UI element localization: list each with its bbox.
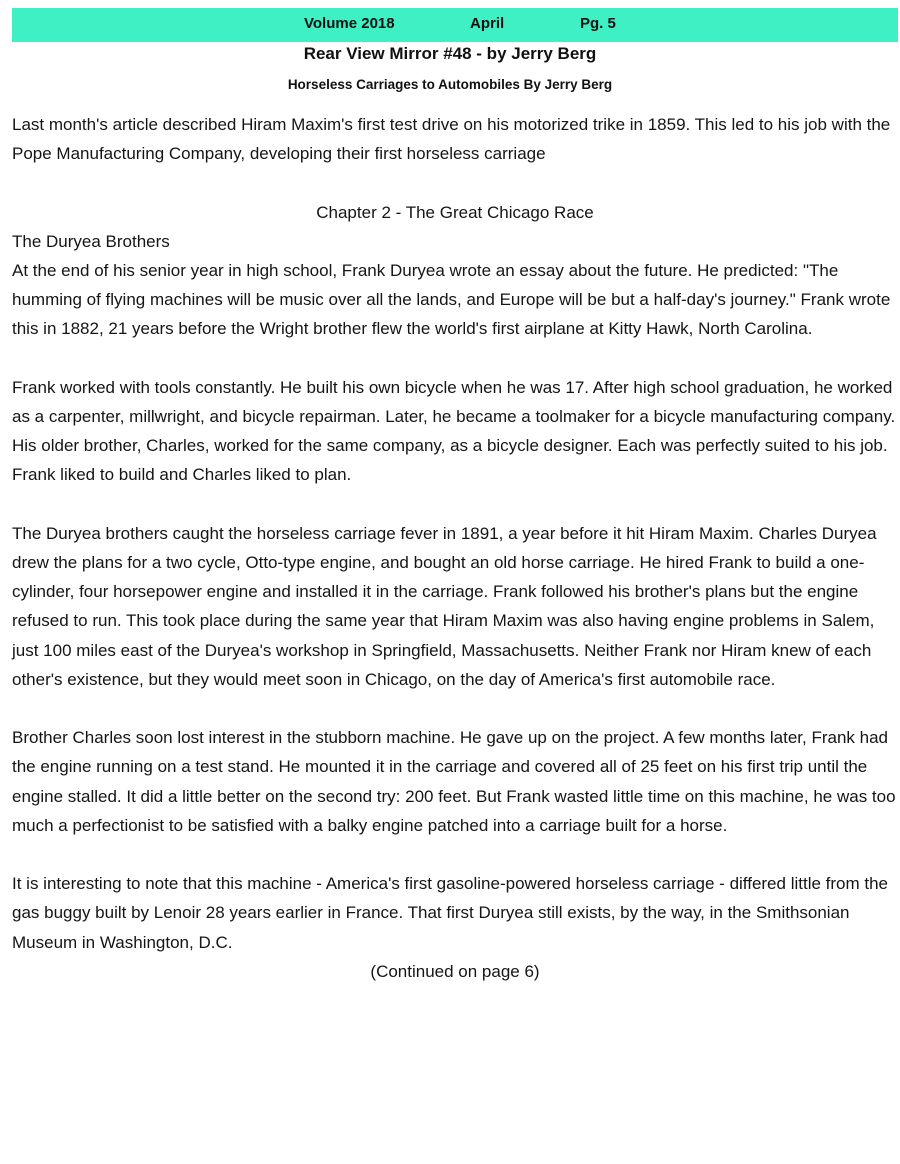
paragraph-3: The Duryea brothers caught the horseless carriage fever in 1891, a year before it hit Hiram Maxim. Charles Duryea drew the plans for a two cycle, Otto-type engine, and bought an old horse carriage. He hired Frank to build a one-cylinder, four horsepower engine and installed it in the carriage. Frank followed his brother's plans but the engine refused to run. This took place during the same year that Hiram Maxim was also having engine problems in Salem, just 100 miles east of the Duryea's workshop in Springfield, Massachusetts. Neither Frank nor Hiram knew of each other's existence, but they would meet soon in Chicago, on the day of America's first automobile race. — [12, 523, 877, 689]
spacer — [12, 840, 898, 869]
month-label: April — [470, 15, 505, 32]
section-heading: The Duryea Brothers — [12, 231, 170, 251]
paragraph-4: Brother Charles soon lost interest in the stubborn machine. He gave up on the project. A few months later, Frank had the engine running on a test stand. He mounted it in the carriage and covered all of 25 feet on his first trip until the engine stalled. It did a little better on the second try: 200 feet. But Frank wasted little time on this machine, he was too much a perfectionist to be satisfied with a balky engine patched into a carriage built for a horse. — [12, 728, 896, 835]
header-bar — [12, 8, 898, 42]
paragraph-5: It is interesting to note that this machine - America's first gasoline-powered horseless carriage - differed little from the gas buggy built by Lenoir 28 years earlier in France. That first Duryea still exists, by the way, in the Smithsonian Museum in Washington, D.C. — [12, 874, 888, 952]
paragraph-1: At the end of his senior year in high school, Frank Duryea wrote an essay about the future. He predicted: "The humming of flying machines will be music over all the lands, and Europe will be but a half-day's journey." Frank wrote this in 1882, 21 years before the Wright brother flew the world's first airplane at Kitty Hawk, North Carolina. — [12, 261, 891, 339]
page-number: Pg. 5 — [580, 15, 616, 32]
article-body — [12, 110, 898, 986]
chapter-heading: Chapter 2 - The Great Chicago Race — [316, 202, 594, 222]
volume-label: Volume 2018 — [304, 15, 395, 32]
spacer — [12, 694, 898, 723]
spacer — [12, 490, 898, 519]
intro-paragraph: Last month's article described Hiram Maxim's first test drive on his motorized trike in 1859. This led to his job with the Pope Manufacturing Company, developing their first horseless carriage — [12, 115, 891, 164]
article-subtitle: Horseless Carriages to Automobiles By Jerry Berg — [287, 77, 613, 92]
spacer — [12, 344, 898, 373]
spacer — [12, 168, 898, 197]
continued-note: (Continued on page 6) — [370, 961, 540, 981]
paragraph-2: Frank worked with tools constantly. He built his own bicycle when he was 17. After high school graduation, he worked as a carpenter, millwright, and bicycle repairman. Later, he became a toolmaker for a bicycle manufacturing company. His older brother, Charles, worked for the same company, as a bicycle designer. Each was perfectly suited to his job. Frank liked to build and Charles liked to plan. — [12, 377, 896, 485]
article-title: Rear View Mirror #48 - by Jerry Berg — [303, 44, 597, 63]
